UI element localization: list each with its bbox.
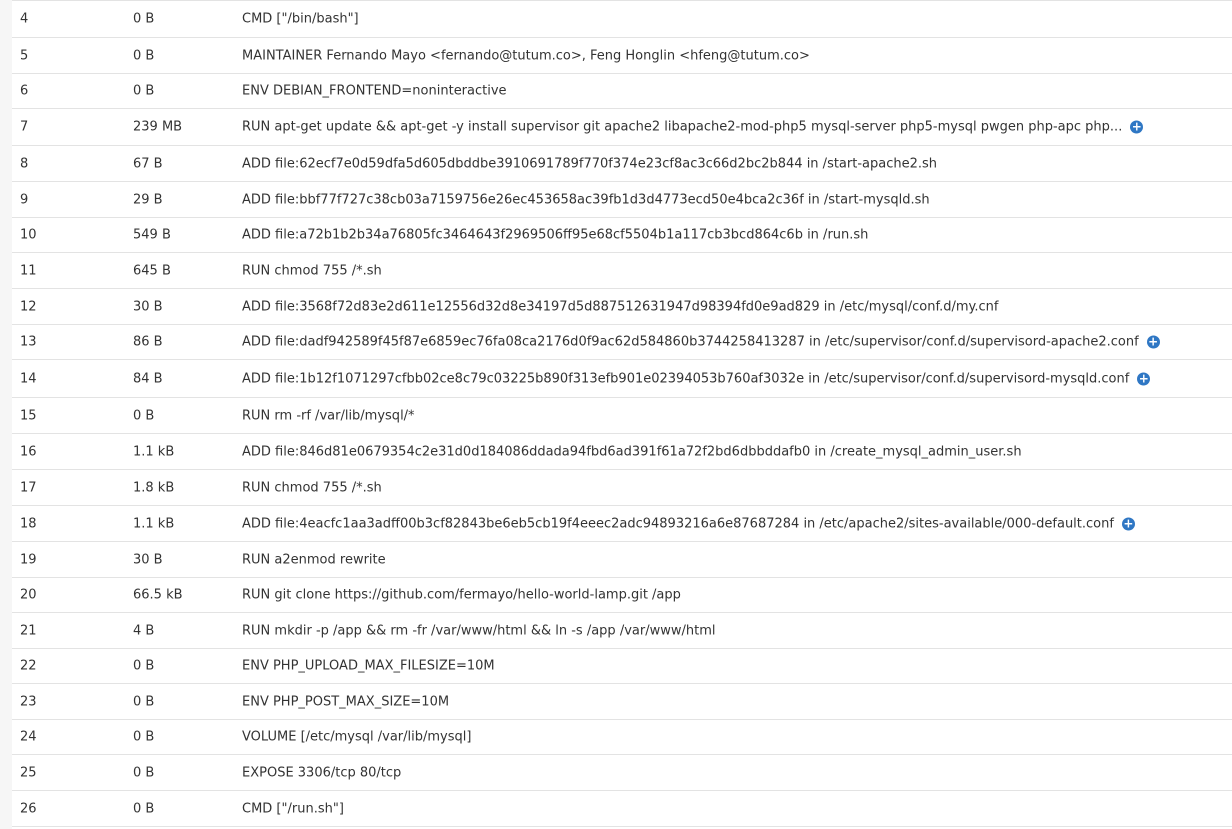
layer-size: 549 B xyxy=(133,227,171,243)
layer-command: ADD file:4eacfc1aa3adff00b3cf82843be6eb5cb19f4eeec2adc94893216a6e87687284 in /etc/apache2/sites-available/000-default.conf xyxy=(242,516,1114,531)
layer-size: 0 B xyxy=(133,11,155,27)
table-row xyxy=(12,109,1232,146)
layer-size: 239 MB xyxy=(133,119,183,135)
layer-index: 19 xyxy=(20,552,37,567)
layer-command: ADD file:1b12f1071297cfbb02ce8c79c03225b890f313efb901e02394053b760af3032e in /etc/supervisor/conf.d/supervisord-mysqld.conf xyxy=(242,371,1130,386)
table-row xyxy=(12,146,1232,182)
table-row xyxy=(12,325,1232,360)
table-row xyxy=(12,434,1232,470)
layer-index: 16 xyxy=(20,444,37,459)
table-row xyxy=(12,720,1232,755)
table-row xyxy=(12,578,1232,613)
layer-size: 66.5 kB xyxy=(133,587,183,603)
table-row xyxy=(12,613,1232,649)
layer-command: RUN a2enmod rewrite xyxy=(242,552,386,567)
layer-index: 21 xyxy=(20,623,37,638)
layer-index: 8 xyxy=(20,156,29,171)
layer-index: 14 xyxy=(20,371,37,386)
layer-command: RUN chmod 755 /*.sh xyxy=(242,263,382,278)
layer-index: 25 xyxy=(20,765,37,780)
table-row xyxy=(12,0,1232,38)
layer-command: ADD file:3568f72d83e2d611e12556d32d8e34197d5d887512631947d98394fd0e9ad829 in /etc/mysql/conf.d/my.cnf xyxy=(242,299,999,314)
table-row xyxy=(12,360,1232,398)
layer-size: 0 B xyxy=(133,694,155,709)
layer-command: ADD file:846d81e0679354c2e31d0d184086ddada94fbd6ad391f61a72f2bd6dbbddafb0 in /create_mysql_admin_user.sh xyxy=(242,444,1022,459)
layer-size: 1.1 kB xyxy=(133,444,175,459)
layer-command: ENV PHP_POST_MAX_SIZE=10M xyxy=(242,694,450,709)
layer-index: 17 xyxy=(20,480,37,495)
layer-index: 13 xyxy=(20,334,37,350)
layer-index: 18 xyxy=(20,516,37,531)
layer-size: 0 B xyxy=(133,801,155,816)
table-row xyxy=(12,470,1232,506)
table-row xyxy=(12,398,1232,434)
layer-command: ENV DEBIAN_FRONTEND=noninteractive xyxy=(242,83,507,99)
layer-size: 0 B xyxy=(133,729,155,745)
table-row xyxy=(12,791,1232,827)
table-row xyxy=(12,684,1232,720)
layer-size: 0 B xyxy=(133,658,155,674)
layer-index: 24 xyxy=(20,729,37,745)
plus-circle-icon[interactable]: + xyxy=(1123,516,1134,530)
layer-index: 10 xyxy=(20,227,37,243)
layer-index: 23 xyxy=(20,694,37,709)
layer-size: 645 B xyxy=(133,263,171,278)
table-row xyxy=(12,289,1232,325)
layer-command: RUN rm -rf /var/lib/mysql/* xyxy=(242,408,415,423)
layer-size: 67 B xyxy=(133,156,163,171)
table-row xyxy=(12,182,1232,218)
table-row xyxy=(12,506,1232,542)
layer-command: CMD ["/bin/bash"] xyxy=(242,11,359,27)
layer-command: ENV PHP_UPLOAD_MAX_FILESIZE=10M xyxy=(242,658,495,674)
layer-command: ADD file:a72b1b2b34a76805fc3464643f2969506ff95e68cf5504b1a117cb3bcd864c6b in /run.sh xyxy=(242,227,869,243)
layer-index: 4 xyxy=(20,11,29,27)
image-layers-table xyxy=(12,0,1232,829)
plus-circle-icon[interactable]: + xyxy=(1148,334,1159,349)
layer-size: 30 B xyxy=(133,552,163,567)
table-row xyxy=(12,218,1232,253)
table-row xyxy=(12,755,1232,791)
layer-size: 1.1 kB xyxy=(133,516,175,531)
layer-index: 9 xyxy=(20,192,29,207)
layer-size: 29 B xyxy=(133,192,163,207)
plus-circle-icon[interactable]: + xyxy=(1138,371,1149,385)
layer-index: 6 xyxy=(20,83,29,99)
layer-index: 26 xyxy=(20,801,37,816)
layer-command: ADD file:bbf77f727c38cb03a7159756e26ec453658ac39fb1d3d4773ecd50e4bca2c36f in /start-mysqld.sh xyxy=(242,192,930,207)
layer-command: ADD file:62ecf7e0d59dfa5d605dbddbe3910691789f770f374e23cf8ac3c66d2bc2b844 in /start-apache2.sh xyxy=(242,156,938,171)
plus-circle-icon[interactable]: + xyxy=(1131,119,1142,134)
layer-index: 15 xyxy=(20,408,37,423)
layer-size: 0 B xyxy=(133,765,155,780)
layer-size: 0 B xyxy=(133,83,155,99)
layer-index: 20 xyxy=(20,587,37,603)
layer-command: RUN apt-get update && apt-get -y install supervisor git apache2 libapache2-mod-php5 mysql-server php5-mysql pwgen php-apc php... xyxy=(242,119,1123,135)
layer-index: 22 xyxy=(20,658,37,674)
layer-size: 1.8 kB xyxy=(133,480,175,495)
layer-index: 7 xyxy=(20,119,29,135)
layer-command: CMD ["/run.sh"] xyxy=(242,801,344,816)
layer-command: RUN mkdir -p /app && rm -fr /var/www/html && ln -s /app /var/www/html xyxy=(242,623,716,638)
layer-size: 0 B xyxy=(133,48,155,63)
layer-command: RUN chmod 755 /*.sh xyxy=(242,480,382,495)
layer-command: EXPOSE 3306/tcp 80/tcp xyxy=(242,765,402,780)
table-row xyxy=(12,74,1232,109)
layer-size: 84 B xyxy=(133,371,163,386)
table-row xyxy=(12,38,1232,74)
table-row xyxy=(12,542,1232,578)
layer-command: VOLUME [/etc/mysql /var/lib/mysql] xyxy=(242,729,472,745)
layer-size: 86 B xyxy=(133,334,163,350)
layer-size: 0 B xyxy=(133,408,155,423)
layer-size: 30 B xyxy=(133,299,163,314)
layer-command: ADD file:dadf942589f45f87e6859ec76fa08ca2176d0f9ac62d584860b3744258413287 in /etc/supervisor/conf.d/supervisord-apache2.conf xyxy=(242,334,1139,350)
layer-index: 5 xyxy=(20,48,29,63)
layer-size: 4 B xyxy=(133,623,155,638)
layer-command: MAINTAINER Fernando Mayo <fernando@tutum.co>, Feng Honglin <hfeng@tutum.co> xyxy=(242,48,810,63)
layer-index: 12 xyxy=(20,299,37,314)
table-row xyxy=(12,253,1232,289)
layer-command: RUN git clone https://github.com/fermayo/hello-world-lamp.git /app xyxy=(242,587,681,603)
layer-index: 11 xyxy=(20,263,37,278)
table-row xyxy=(12,649,1232,684)
